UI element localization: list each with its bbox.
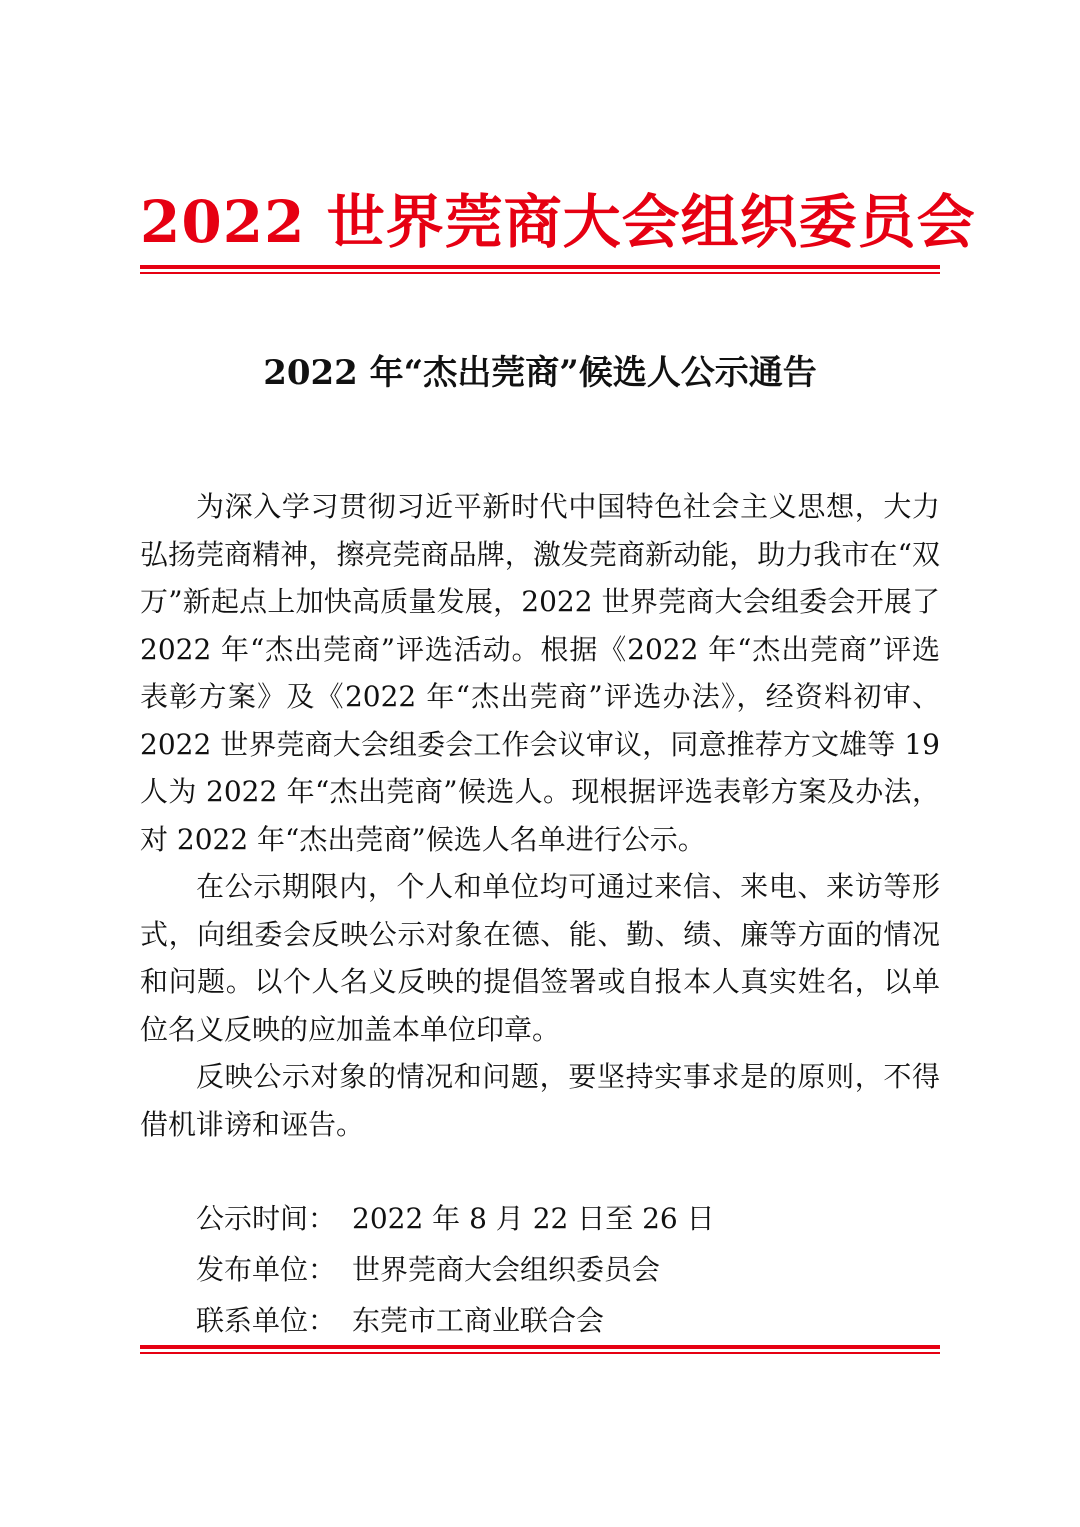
contact-label: 联系单位：	[196, 1304, 337, 1337]
publisher-line	[140, 1244, 940, 1295]
organization-header: 2022 世界莞商大会组织委员会	[140, 188, 976, 256]
contact-line	[140, 1295, 940, 1346]
publicity-time-value: 2022 年 8 月 22 日至 26 日	[352, 1202, 715, 1235]
body-paragraph: 反映公示对象的情况和问题，要坚持实事求是的原则，不得借机诽谤和诬告。	[140, 1060, 940, 1141]
footer-divider	[140, 1345, 940, 1354]
body-paragraph: 为深入学习贯彻习近平新时代中国特色社会主义思想，大力弘扬莞商精神，擦亮莞商品牌，激发莞商新动能，助力我市在“双万”新起点上加快高质量发展，2022 世界莞商大会组委会开展了 2022 年“杰出莞商”评选活动。根据《2022 年“杰出莞商”评选表彰方案》及《2022 年“杰出莞商”评选办法》，经资料初审、2022 世界莞商大会组委会工作会议审议，同意推荐方文雄等 19 人为 2022 年“杰出莞商”候选人。现根据评选表彰方案及办法，对 2022 年“杰出莞商”候选人名单进行公示。	[140, 490, 940, 856]
notice-body	[140, 483, 940, 1148]
publisher-value: 世界莞商大会组织委员会	[352, 1253, 661, 1286]
publisher-label: 发布单位：	[196, 1253, 337, 1286]
publicity-time-line	[140, 1193, 940, 1244]
body-paragraph: 在公示期限内，个人和单位均可通过来信、来电、来访等形式，向组委会反映公示对象在德、能、勤、绩、廉等方面的情况和问题。以个人名义反映的提倡签署或自报本人真实姓名，以单位名义反映的应加盖本单位印章。	[140, 870, 940, 1046]
header-divider	[140, 265, 940, 274]
notice-meta	[140, 1193, 940, 1346]
header-divider-thin	[140, 272, 940, 274]
notice-title: 2022 年“杰出莞商”候选人公示通告	[263, 353, 817, 393]
footer-divider-thin	[140, 1352, 940, 1354]
publicity-time-label: 公示时间：	[196, 1202, 337, 1235]
contact-value: 东莞市工商业联合会	[352, 1304, 605, 1337]
